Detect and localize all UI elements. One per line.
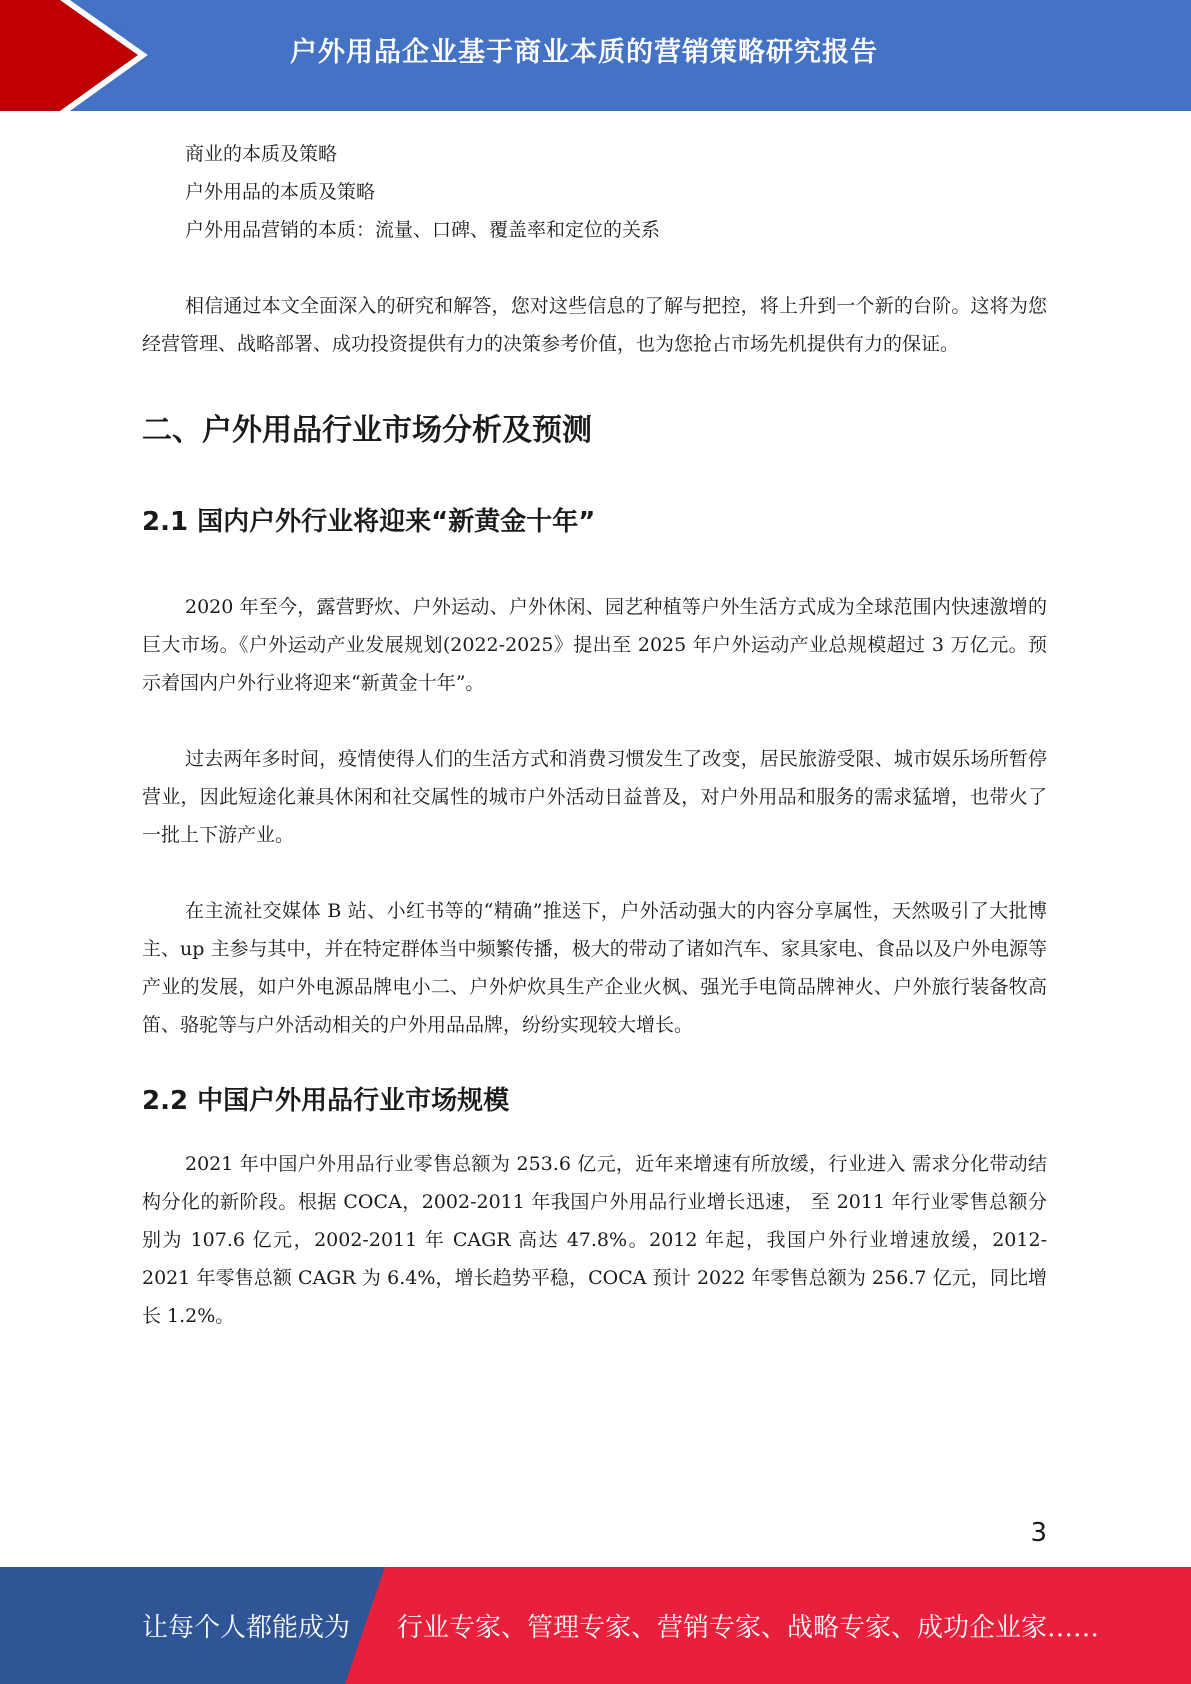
page-number: 3 xyxy=(1030,1518,1047,1548)
subsection-heading: 2.2 中国户外用品行业市场规模 xyxy=(142,1086,510,1116)
subsection-heading: 2.1 国内户外行业将迎来“新黄金十年” xyxy=(142,507,596,537)
header-title: 户外用品企业基于商业本质的营销策略研究报告 xyxy=(290,37,878,68)
intro-paragraph: 相信通过本文全面深入的研究和解答，您对这些信息的了解与把控，将上升到一个新的台阶。这将为您经营管理、战略部署、成功投资提供有力的决策参考价值，也为您抢占市场先机提供有力的保证。 xyxy=(142,295,1047,355)
page-header xyxy=(0,0,1191,111)
page-content xyxy=(142,135,1047,1335)
header-chevron-decoration xyxy=(0,0,200,111)
body-paragraph: 2021 年中国户外用品行业零售总额为 253.6 亿元，近年来增速有所放缓，行业进入 需求分化带动结构分化的新阶段。根据 COCA，2002-2011 年我国户外用品行业增长迅速， 至 2011 年行业零售总额分别为 107.6 亿元，2002-2011 年 CAGR 高达 47.8%。2012 年起，我国户外行业增速放缓，2012-2021 年零售总额 CAGR 为 6.4%，增长趋势平稳，COCA 预计 2022 年零售总额为 256.7 亿元，同比增长 1.2%。 xyxy=(142,1153,1047,1327)
page-footer xyxy=(0,1567,1191,1684)
body-paragraph: 2020 年至今，露营野炊、户外运动、户外休闲、园艺种植等户外生活方式成为全球范围内快速激增的巨大市场。《户外运动产业发展规划(2022-2025》提出至 2025 年户外运动产业总规模超过 3 万亿元。预示着国内户外行业将迎来“新黄金十年”。 xyxy=(142,596,1047,694)
footer-slogan-right: 行业专家、管理专家、营销专家、战略专家、成功企业家…… xyxy=(397,1613,1100,1643)
footer-slogan-left: 让每个人都能成为 xyxy=(142,1613,351,1643)
toc-list xyxy=(142,135,1047,249)
toc-item: 户外用品的本质及策略 xyxy=(185,181,376,203)
body-paragraph: 在主流社交媒体 B 站、小红书等的“精确”推送下，户外活动强大的内容分享属性，天然吸引了大批博主、up 主参与其中，并在特定群体当中频繁传播，极大的带动了诸如汽车、家具家电、食品以及户外电源等产业的发展，如户外电源品牌电小二、户外炉炊具生产企业火枫、强光手电筒品牌神火、户外旅行装备牧高笛、骆驼等与户外活动相关的户外用品品牌，纷纷实现较大增长。 xyxy=(142,900,1047,1036)
toc-item: 户外用品营销的本质：流量、口碑、覆盖率和定位的关系 xyxy=(185,219,661,241)
toc-item: 商业的本质及策略 xyxy=(185,143,338,165)
section-heading: 二、户外用品行业市场分析及预测 xyxy=(142,413,592,448)
body-paragraph: 过去两年多时间，疫情使得人们的生活方式和消费习惯发生了改变，居民旅游受限、城市娱乐场所暂停营业，因此短途化兼具休闲和社交属性的城市户外活动日益普及，对户外用品和服务的需求猛增，也带火了一批上下游产业。 xyxy=(142,748,1047,846)
